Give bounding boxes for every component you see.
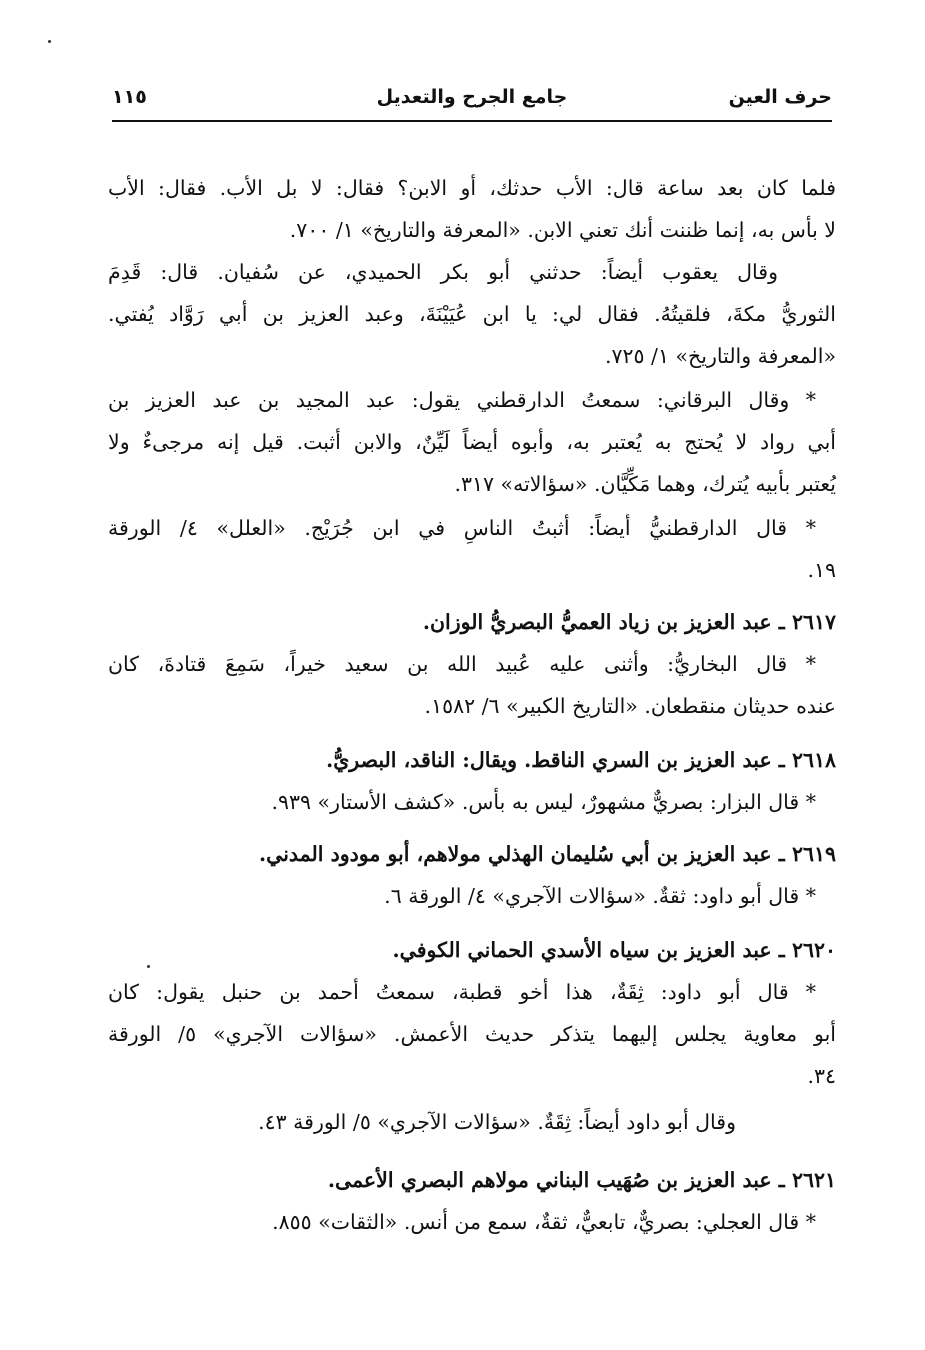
text-line: * قال البزار: بصريٌّ مشهورٌ، ليس به بأس. «كشف الأستار» ٩٣٩. <box>271 790 816 814</box>
entry-heading: ٢٦٢٠ ـ عبد العزيز بن سياه الأسدي الحماني الكوفي. <box>392 938 836 962</box>
text-line: يُعتبر بأبيه يُترك، وهما مَكِّيَّان. «سؤالاته» ٣١٧. <box>454 472 836 496</box>
header-rule <box>112 120 832 122</box>
text-line: فلما كان بعد ساعة قال: الأب حدثك، أو الابن؟ فقال: لا بل الأب. فقال: الأب <box>108 176 836 200</box>
scan-speck <box>48 40 51 43</box>
text-line: ١٩. <box>807 558 836 582</box>
entry-heading: ٢٦١٨ ـ عبد العزيز بن السري الناقط. ويقال: الناقد، البصريُّ. <box>326 748 836 772</box>
running-header <box>112 78 832 118</box>
text-line: * قال البخاريُّ: وأثنى عليه عُبيد الله بن سعيد خيراً، سَمِعَ قتادةَ، كان <box>108 652 816 676</box>
text-line: أبي رواد لا يُحتج به يُعتبر به، وأبوه أيضاً لَيِّنٌ، والابن أثبت. قيل إنه مرجىءٌ ولا <box>108 430 836 454</box>
scan-speck <box>147 965 150 968</box>
entry-heading: ٢٦٢١ ـ عبد العزيز بن صُهَيب البناني مولاهم البصري الأعمى. <box>327 1168 836 1192</box>
text-line: * قال العجلي: بصريٌّ، تابعيٌّ، ثقةٌ، سمع من أنس. «الثقات» ٨٥٥. <box>272 1210 816 1234</box>
text-line: أبو معاوية يجلس إليهما يتذكر حديث الأعمش. «سؤالات الآجري» ٥/ الورقة <box>108 1022 836 1046</box>
text-line: لا بأس به، إنما ظننت أنك تعني الابن. «المعرفة والتاريخ» ١/ ٧٠٠. <box>289 218 836 242</box>
text-line: الثوريُّ مكةَ، فلقيتُهُ. فقال لي: يا ابن عُيَيْنَةَ، وعبد العزيز بن أبي رَوَّاد يُفتي. <box>108 302 836 326</box>
entry-heading: ٢٦١٩ ـ عبد العزيز بن أبي سُليمان الهذلي مولاهم، أبو مودود المدني. <box>258 842 836 866</box>
entry-heading: ٢٦١٧ ـ عبد العزيز بن زياد العميُّ البصريُّ الوزان. <box>422 610 836 634</box>
text-line: وقال أبو داود أيضاً: ثِقَةٌ. «سؤالات الآجري» ٥/ الورقة ٤٣. <box>258 1110 736 1134</box>
text-line: «المعرفة والتاريخ» ١/ ٧٢٥. <box>604 344 836 368</box>
text-line: * قال أبو داود: ثقةٌ. «سؤالات الآجري» ٤/ الورقة ٦. <box>384 884 816 908</box>
header-page-number: ١١٥ <box>112 86 147 108</box>
text-line: عنده حديثان منقطعان. «التاريخ الكبير» ٦/ ١٥٨٢. <box>424 694 836 718</box>
text-line: وقال يعقوب أيضاً: حدثني أبو بكر الحميدي، عن سُفيان. قال: قَدِمَ <box>108 260 778 284</box>
header-section-title: حرف العين <box>728 86 832 108</box>
text-line: ٣٤. <box>807 1064 836 1088</box>
text-line: * قال أبو داود: ثِقَةٌ، هذا أخو قطبة، سمعتُ أحمد بن حنبل يقول: كان <box>108 980 816 1004</box>
text-line: * قال الدارقطنيُّ أيضاً: أثبتُ الناسِ في ابن جُرَيْج. «العلل» ٤/ الورقة <box>108 516 816 540</box>
text-line: * وقال البرقاني: سمعتُ الدارقطني يقول: عبد المجيد بن عبد العزيز بن <box>108 388 816 412</box>
header-book-title: جامع الجرح والتعديل <box>376 86 568 108</box>
